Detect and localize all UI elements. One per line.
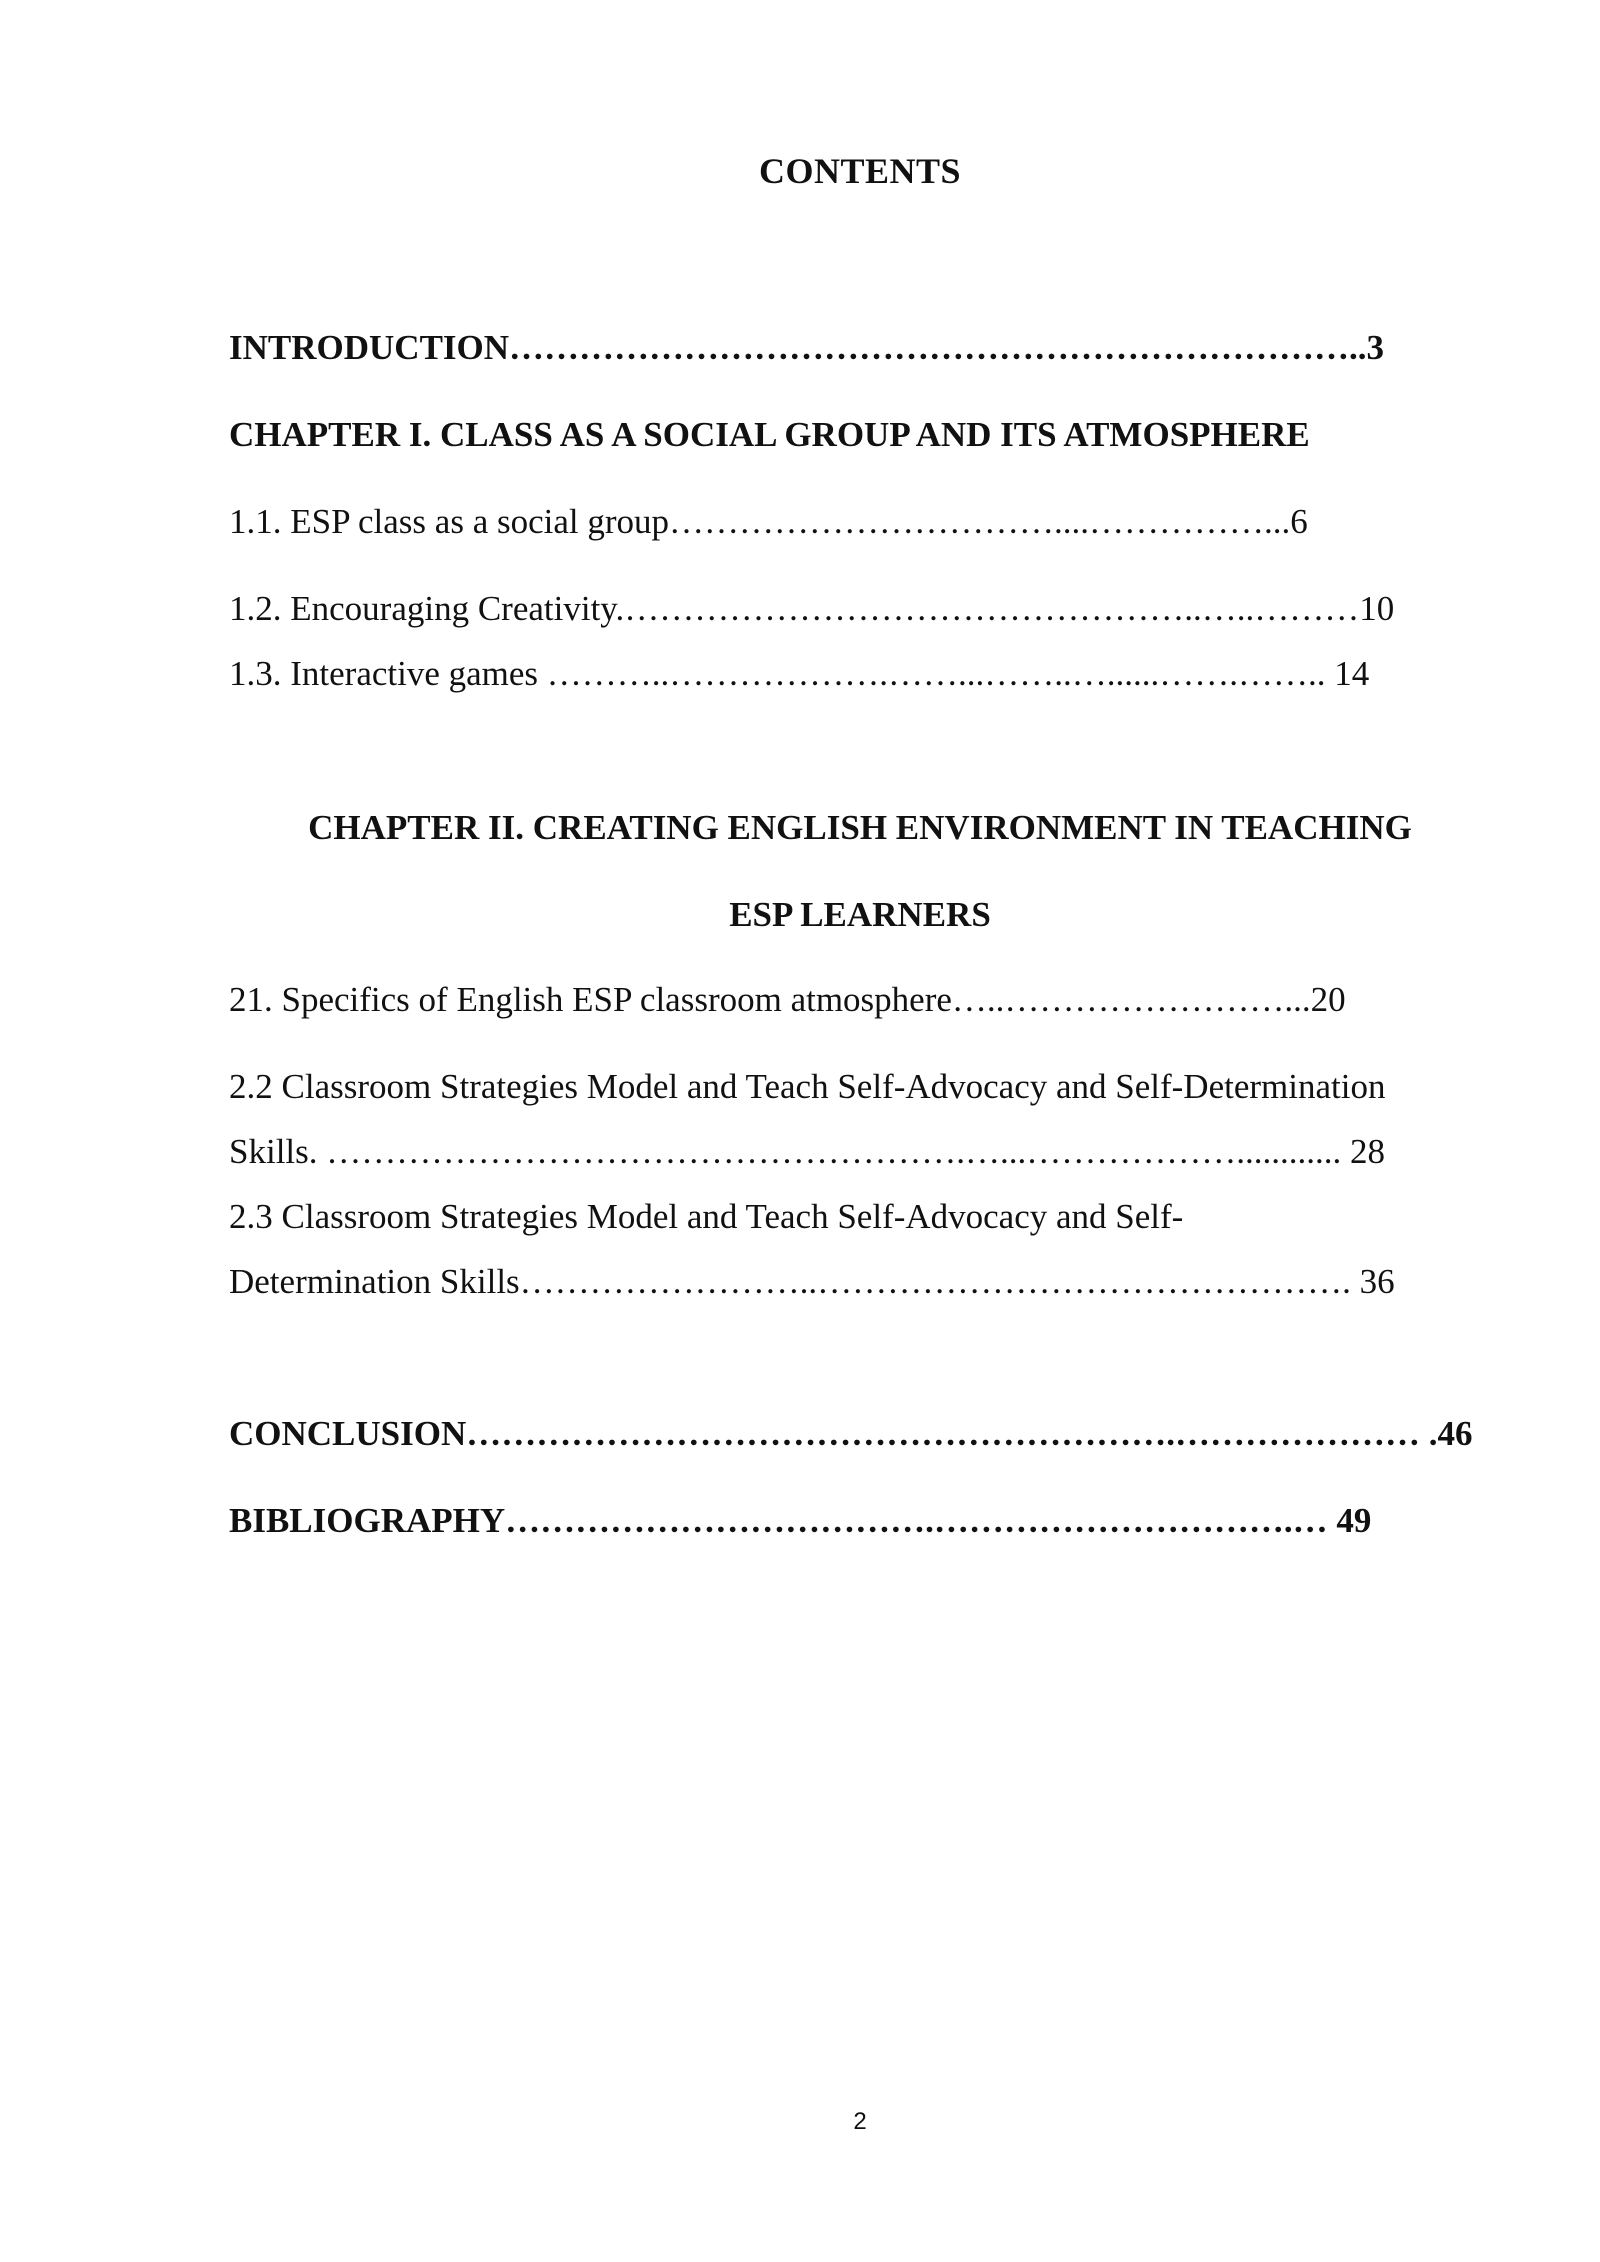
toc-entry-1-2: 1.2. Encouraging Creativity.…………………………………………..…..………10 xyxy=(229,589,1395,628)
toc-chapter-2-heading-line-1: CHAPTER II. CREATING ENGLISH ENVIRONMENT IN TEACHING xyxy=(308,808,1412,847)
toc-entry-introduction: INTRODUCTION………………………………………………………………..3 xyxy=(229,328,1385,367)
toc-entry-1-3: 1.3. Interactive games ………..……………….……...……..…......…….…….. 14 xyxy=(229,654,1370,693)
toc-chapter-2-heading-line-2: ESP LEARNERS xyxy=(729,895,991,934)
page-title: CONTENTS xyxy=(758,151,962,191)
toc-chapter-1-heading: CHAPTER I. CLASS AS A SOCIAL GROUP AND ITS ATMOSPHERE xyxy=(229,415,1310,454)
toc-entry-2-3-line-2: Determination Skills……………………..………………………………………. 36 xyxy=(229,1262,1395,1301)
toc-entry-2-1: 21. Specifics of English ESP classroom atmosphere…..……………………...20 xyxy=(229,980,1346,1019)
toc-entry-1-1: 1.1. ESP class as a social group……………………………....……………...6 xyxy=(229,502,1308,541)
page-number: 2 xyxy=(853,2108,867,2135)
toc-entry-2-2-line-1: 2.2 Classroom Strategies Model and Teach Self-Advocacy and Self-Determination xyxy=(229,1067,1386,1106)
toc-entry-conclusion: CONCLUSION…………………………………………………….………………… .46 xyxy=(229,1414,1473,1453)
toc-entry-2-3-line-1: 2.3 Classroom Strategies Model and Teach Self-Advocacy and Self- xyxy=(229,1197,1184,1236)
toc-entry-2-2-line-2: Skills. ……………………………………………….…...………………............ 28 xyxy=(229,1132,1386,1171)
toc-entry-bibliography: BIBLIOGRAPHY……………………………….………………………….… 49 xyxy=(229,1501,1372,1540)
